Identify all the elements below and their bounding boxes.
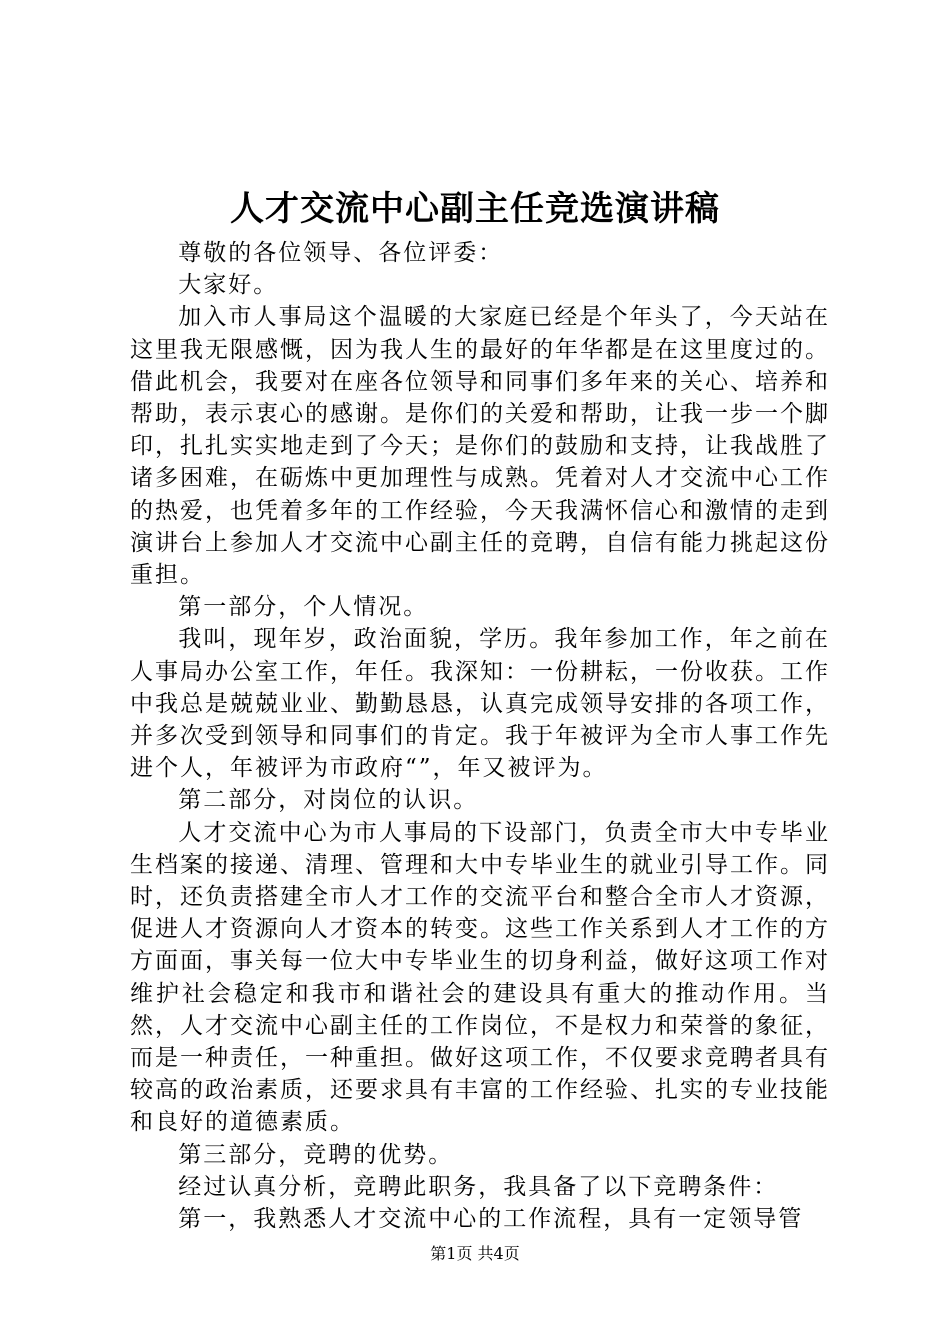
page-number-footer: 第1页 共4页 [430, 1244, 520, 1263]
salutation: 尊敬的各位领导、各位评委： [178, 240, 504, 266]
position-paragraph: 人才交流中心为市人事局的下设部门，负责全市大中专毕业生档案的接递、清理、管理和大中专毕业生的就业引导工作。同时，还负责搭建全市人才工作的交流平台和整合全市人才资源，促进人才资源向人才资本的转变。这些工作关系到人才工作的方方面面，事关每一位大中专毕业生的切身利益，做好这项工作对维护社会稳定和我市和谐社会的建设具有重大的推动作用。当然，人才交流中心副主任的工作岗位，不是权力和荣誉的象征，而是一种责任，一种重担。做好这项工作，不仅要求竞聘者具有较高的政治素质，还要求具有丰富的工作经验、扎实的专业技能和良好的道德素质。 [130, 819, 830, 1136]
document-title: 人才交流中心副主任竞选演讲稿 [230, 189, 720, 229]
intro-paragraph: 加入市人事局这个温暖的大家庭已经是个年头了，今天站在这里我无限感慨，因为我人生的最好的年华都是在这里度过的。借此机会，我要对在座各位领导和同事们多年来的关心、培养和帮助，表示衷心的感谢。是你们的关爱和帮助，让我一步一个脚印，扎扎实实地走到了今天；是你们的鼓励和支持，让我战胜了诸多困难，在砺炼中更加理性与成熟。凭着对人才交流中心工作的热爱，也凭着多年的工作经验，今天我满怀信心和激情的走到演讲台上参加人才交流中心副主任的竞聘，自信有能力挑起这份重担。 [130, 304, 830, 589]
personal-paragraph: 我叫，现年岁，政治面貌，学历。我年参加工作，年之前在人事局办公室工作，年任。我深知：一份耕耘，一份收获。工作中我总是兢兢业业、勤勤恳恳，认真完成领导安排的各项工作，并多次受到领导和同事们的肯定。我于年被评为全市人事工作先进个人，年被评为市政府“”，年又被评为。 [130, 626, 830, 782]
section-heading-personal: 第一部分，个人情况。 [178, 594, 429, 621]
advantage-first: 第一，我熟悉人才交流中心的工作流程，具有一定领导管 [178, 1206, 804, 1233]
greeting: 大家好。 [178, 272, 279, 299]
advantages-intro: 经过认真分析，竞聘此职务，我具备了以下竞聘条件： [178, 1173, 779, 1200]
section-heading-advantages: 第三部分，竞聘的优势。 [178, 1141, 454, 1168]
section-heading-position: 第二部分，对岗位的认识。 [178, 787, 479, 814]
document-body [130, 237, 830, 1235]
